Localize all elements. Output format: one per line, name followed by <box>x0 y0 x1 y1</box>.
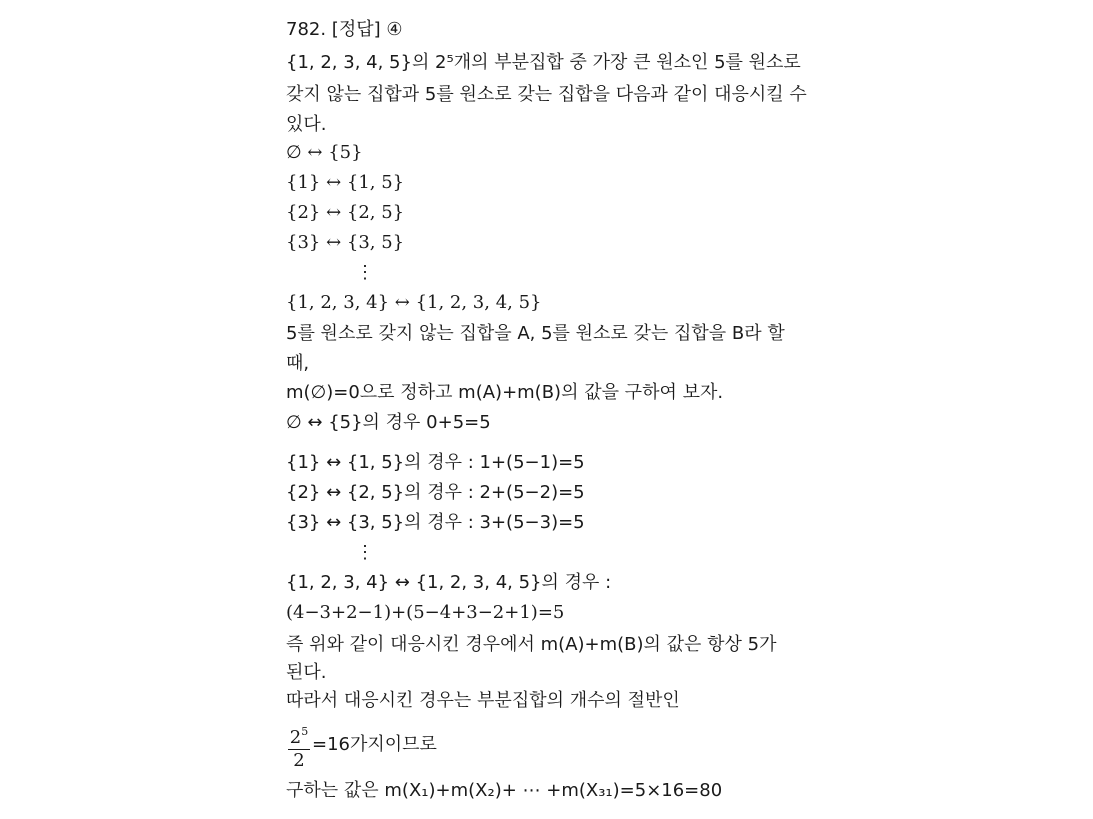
fraction-numerator-base: 2 <box>289 727 302 748</box>
pair-2: {2} ↔ {2, 5} <box>286 202 405 223</box>
fraction-numerator <box>286 722 312 748</box>
pair-3: {3} ↔ {3, 5} <box>286 232 405 253</box>
intro-line-3: 있다. <box>286 114 327 135</box>
definition-line-2: 때, <box>286 353 310 374</box>
case-last: {1, 2, 3, 4} ↔ {1, 2, 3, 4, 5}의 경우 : <box>286 572 612 593</box>
case-last-computation: (4−3+2−1)+(5−4+3−2+1)=5 <box>286 602 565 623</box>
conclusion-line-2: 된다. <box>286 662 327 683</box>
conclusion-line-1: 즉 위와 같이 대응시킨 경우에서 m(A)+m(B)의 값은 항상 5가 <box>286 634 777 655</box>
case-3: {3} ↔ {3, 5}의 경우 : 3+(5−3)=5 <box>286 512 585 533</box>
case-ellipsis: ⋮ <box>356 542 374 563</box>
final-answer-line: 구하는 값은 m(X₁)+m(X₂)+ ⋯ +m(X₃₁)=5×16=80 <box>286 780 723 801</box>
answer-heading: 782. [정답] ④ <box>286 19 403 40</box>
fraction-two-pow-five-over-two <box>286 722 312 771</box>
case-2: {2} ↔ {2, 5}의 경우 : 2+(5−2)=5 <box>286 482 585 503</box>
fraction-numerator-exponent: 5 <box>301 725 309 738</box>
fraction-result: =16가지이므로 <box>312 734 437 755</box>
intro-line-1: {1, 2, 3, 4, 5}의 2⁵개의 부분집합 중 가장 큰 원소인 5를 원소로 <box>286 52 801 73</box>
pair-ellipsis: ⋮ <box>356 262 374 283</box>
pair-1: {1} ↔ {1, 5} <box>286 172 405 193</box>
intro-line-2: 갖지 않는 집합과 5를 원소로 갖는 집합을 다음과 같이 대응시킬 수 <box>286 84 807 105</box>
fraction-denominator: 2 <box>293 750 305 771</box>
pair-empty: ∅ ↔ {5} <box>286 142 363 163</box>
definition-line-3: m(∅)=0으로 정하고 m(A)+m(B)의 값을 구하여 보자. <box>286 382 724 403</box>
conclusion-line-3: 따라서 대응시킨 경우는 부분집합의 개수의 절반인 <box>286 690 680 711</box>
case-empty: ∅ ↔ {5}의 경우 0+5=5 <box>286 412 491 433</box>
definition-line-1: 5를 원소로 갖지 않는 집합을 A, 5를 원소로 갖는 집합을 B라 할 <box>286 323 785 344</box>
pair-last: {1, 2, 3, 4} ↔ {1, 2, 3, 4, 5} <box>286 292 542 313</box>
case-1: {1} ↔ {1, 5}의 경우 : 1+(5−1)=5 <box>286 452 585 473</box>
